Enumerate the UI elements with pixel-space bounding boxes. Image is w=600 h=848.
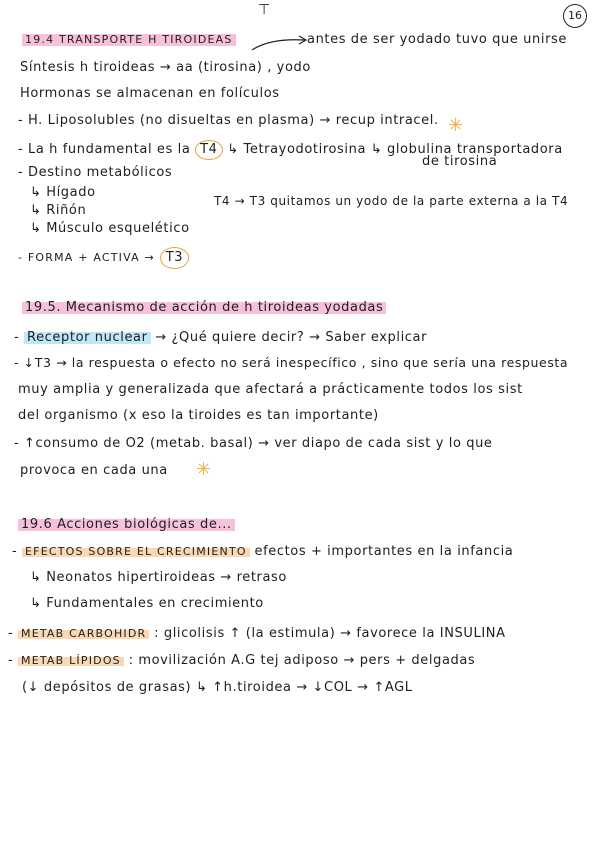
line-sintesis: Síntesis h tiroideas → aa (tirosina) , yodo	[20, 60, 311, 75]
line-t4-t3: T4 → T3 quitamos un yodo de la parte externa a la T4	[214, 194, 569, 208]
line-muy-amplia: muy amplia y generalizada que afectará a prácticamente todos los sist	[18, 382, 523, 397]
destino-musculo: ↳ Músculo esquelético	[30, 221, 190, 236]
section-19-6-title: 19.6 Acciones biológicas de...	[18, 517, 235, 533]
note-antes-de-ser-yodado: antes de ser yodado tuvo que unirse	[307, 32, 567, 47]
asterisk-star-icon: ✳	[196, 459, 212, 480]
tetrayodotirosina-text: ↳ Tetrayodotirosina ↳ globulina transportadora	[227, 142, 563, 157]
forma-activa-text: - FORMA + ACTIVA →	[18, 251, 155, 264]
glicolisis-text: : glicolisis ↑ (la estimula) → favorece la INSULINA	[154, 626, 506, 641]
line-liposolubles: - H. Liposolubles (no disueltas en plasma) → recup intracel.	[18, 113, 439, 128]
line-destino: - Destino metabólicos	[18, 165, 173, 180]
line-del-organismo: del organismo (x eso la tiroides es tan importante)	[18, 408, 379, 423]
t3-circled: T3	[160, 247, 189, 269]
line-forma-activa	[18, 247, 189, 269]
efectos-importantes: efectos + importantes en la infancia	[254, 544, 514, 559]
t4-circled: T4	[195, 140, 222, 160]
line-depositos-grasas: (↓ depósitos de grasas) ↳ ↑h.tiroidea → ↓COL → ↑AGL	[22, 680, 413, 695]
metab-carbohidr-highlight: METAB CARBOHIDR	[18, 627, 149, 640]
line-fundamentales: ↳ Fundamentales en crecimiento	[30, 596, 264, 611]
line-provoca: provoca en cada una	[20, 463, 168, 478]
destino-rinon: ↳ Riñón	[30, 203, 87, 218]
line-t3-respuesta: - ↓T3 → la respuesta o efecto no será inespecífico , sino que sería una respuesta	[14, 355, 569, 370]
line-de-tirosina: de tirosina	[422, 154, 498, 169]
receptor-question: → ¿Qué quiere decir? → Saber explicar	[155, 330, 428, 345]
asterisk-star-icon: ✳	[448, 115, 464, 136]
page-number: 16	[563, 4, 587, 28]
line-metab-lipidos: - METAB LÍPIDOS : movilización A.G tej adiposo → pers + delgadas	[8, 653, 476, 668]
efectos-crecimiento-highlight: EFECTOS SOBRE EL CRECIMIENTO	[22, 545, 250, 558]
line-hormonas: Hormonas se almacenan en folículos	[20, 86, 280, 101]
top-mark: ⊤	[258, 2, 271, 18]
receptor-nuclear-highlight: Receptor nuclear	[24, 330, 151, 345]
line-receptor: - Receptor nuclear → ¿Qué quiere decir? → Saber explicar	[14, 330, 428, 345]
h-fundamental-text: - La h fundamental es la	[18, 142, 191, 157]
metab-lipidos-highlight: METAB LÍPIDOS	[18, 654, 124, 667]
movilizacion-text: : movilización A.G tej adiposo → pers + delgadas	[128, 653, 476, 668]
section-19-4-title: 19.4 TRANSPORTE H TIROIDEAS	[22, 32, 236, 48]
line-efectos-crecimiento: - EFECTOS SOBRE EL CRECIMIENTO efectos + importantes en la infancia	[12, 544, 514, 559]
destino-higado: ↳ Hígado	[30, 185, 96, 200]
line-consumo-o2: - ↑consumo de O2 (metab. basal) → ver diapo de cada sist y lo que	[14, 436, 493, 451]
line-metab-carbohidr: - METAB CARBOHIDR : glicolisis ↑ (la estimula) → favorece la INSULINA	[8, 626, 506, 641]
section-19-5-title: 19.5. Mecanismo de acción de h tiroideas yodadas	[22, 300, 386, 316]
curved-arrow-icon	[250, 34, 310, 52]
line-neonatos: ↳ Neonatos hipertiroideas → retraso	[30, 570, 287, 585]
